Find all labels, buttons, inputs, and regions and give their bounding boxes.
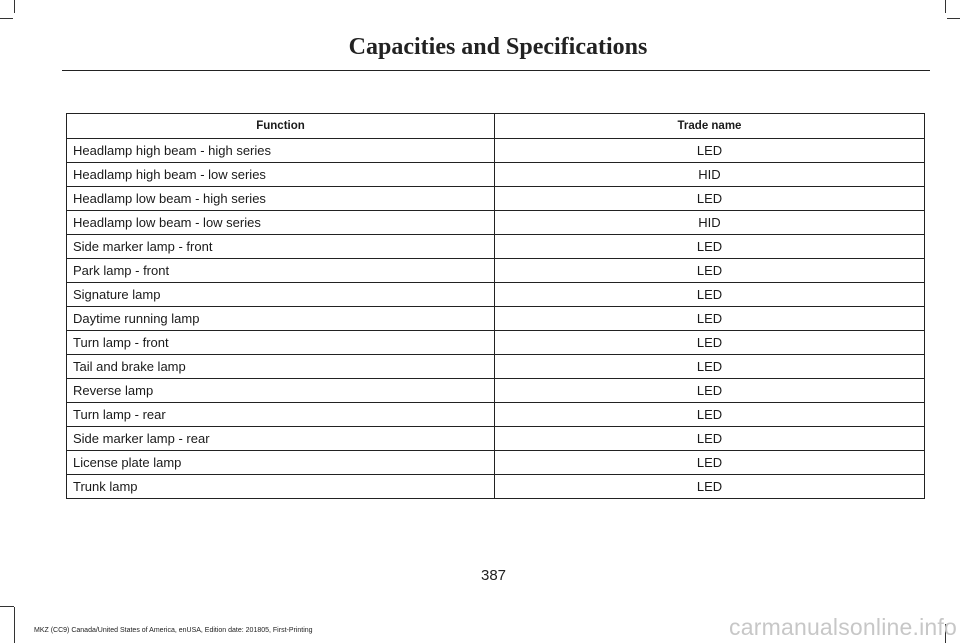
trade-name-cell: LED — [495, 283, 925, 307]
crop-mark — [947, 18, 960, 19]
function-cell: Trunk lamp — [67, 475, 495, 499]
trade-name-cell: LED — [495, 379, 925, 403]
table-header-row — [67, 114, 925, 139]
trade-name-cell: LED — [495, 331, 925, 355]
table-row — [67, 331, 925, 355]
edition-footer: MKZ (CC9) Canada/United States of America, enUSA, Edition date: 201805, First-Printing — [34, 627, 313, 634]
table-row — [67, 355, 925, 379]
function-cell: Reverse lamp — [67, 379, 495, 403]
trade-name-cell: LED — [495, 139, 925, 163]
crop-mark — [14, 0, 15, 13]
table-row — [67, 163, 925, 187]
function-cell: Park lamp - front — [67, 259, 495, 283]
table-row — [67, 235, 925, 259]
table-row — [67, 475, 925, 499]
table-row — [67, 403, 925, 427]
table-row — [67, 259, 925, 283]
table-row — [67, 307, 925, 331]
page-number: 387 — [480, 567, 507, 584]
function-cell: Headlamp high beam - high series — [67, 139, 495, 163]
trade-name-cell: LED — [495, 475, 925, 499]
lamp-specification-table — [66, 113, 925, 499]
table-row — [67, 379, 925, 403]
function-cell: Headlamp low beam - high series — [67, 187, 495, 211]
column-header-function: Function — [67, 114, 495, 139]
table-row — [67, 187, 925, 211]
trade-name-cell: LED — [495, 427, 925, 451]
trade-name-cell: HID — [495, 211, 925, 235]
table-row — [67, 427, 925, 451]
table-row — [67, 211, 925, 235]
function-cell: Daytime running lamp — [67, 307, 495, 331]
function-cell: Turn lamp - rear — [67, 403, 495, 427]
trade-name-cell: LED — [495, 259, 925, 283]
function-cell: License plate lamp — [67, 451, 495, 475]
column-header-trade-name: Trade name — [495, 114, 925, 139]
trade-name-cell: HID — [495, 163, 925, 187]
watermark: carmanualsonline.info — [729, 614, 957, 640]
trade-name-cell: LED — [495, 307, 925, 331]
title-divider — [62, 70, 930, 71]
trade-name-cell: LED — [495, 355, 925, 379]
table-row — [67, 283, 925, 307]
crop-mark — [0, 18, 13, 19]
function-cell: Side marker lamp - front — [67, 235, 495, 259]
table-row — [67, 451, 925, 475]
crop-mark — [0, 606, 14, 607]
function-cell: Headlamp low beam - low series — [67, 211, 495, 235]
trade-name-cell: LED — [495, 235, 925, 259]
crop-mark — [14, 607, 15, 643]
function-cell: Tail and brake lamp — [67, 355, 495, 379]
function-cell: Headlamp high beam - low series — [67, 163, 495, 187]
table-row — [67, 139, 925, 163]
function-cell: Side marker lamp - rear — [67, 427, 495, 451]
trade-name-cell: LED — [495, 451, 925, 475]
crop-mark — [945, 0, 946, 13]
trade-name-cell: LED — [495, 403, 925, 427]
page-title: Capacities and Specifications — [348, 34, 648, 60]
function-cell: Signature lamp — [67, 283, 495, 307]
function-cell: Turn lamp - front — [67, 331, 495, 355]
trade-name-cell: LED — [495, 187, 925, 211]
